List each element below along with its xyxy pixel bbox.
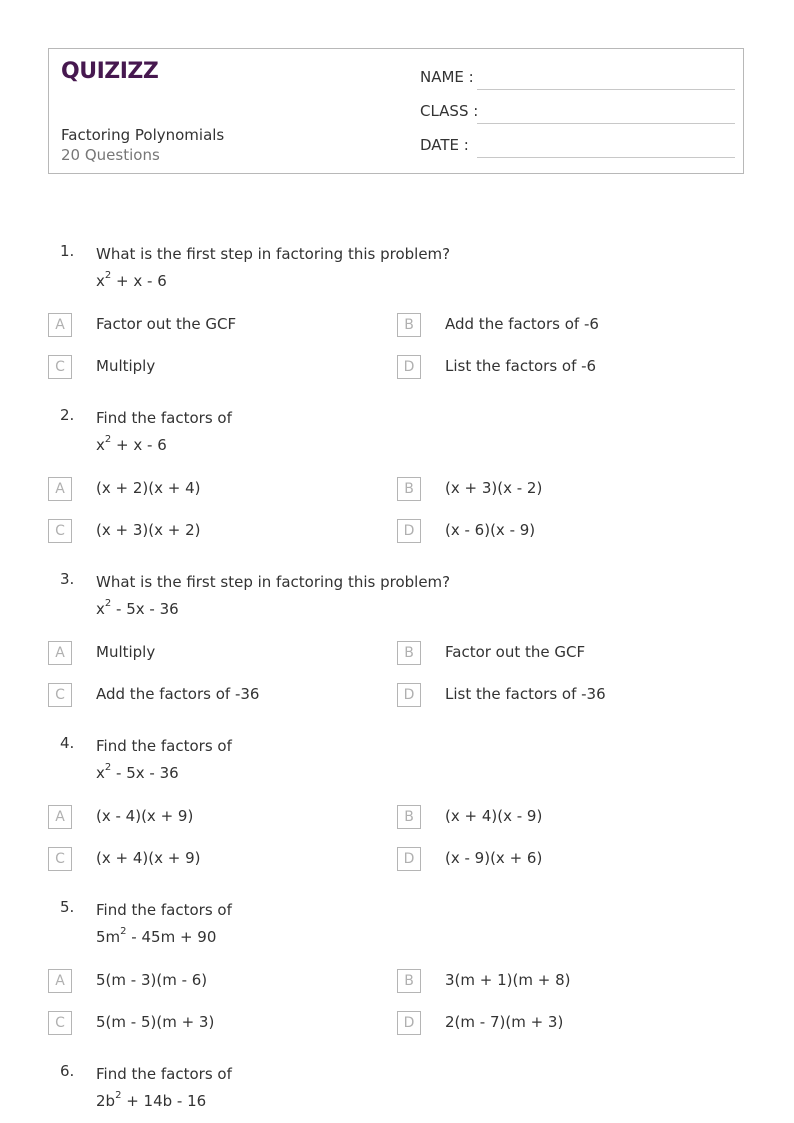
option-text: Add the factors of -36 — [96, 685, 260, 703]
date-blank-line — [477, 157, 735, 158]
option-c[interactable] — [48, 355, 378, 379]
option-letter-box: D — [397, 683, 421, 707]
option-letter-box: D — [397, 1011, 421, 1035]
question-expression — [96, 430, 232, 457]
option-c[interactable] — [48, 1011, 378, 1035]
question-number: 2. — [60, 406, 75, 424]
question-expression — [96, 266, 450, 293]
option-letter-box: A — [48, 641, 72, 665]
expression-exponent: 2 — [115, 1090, 122, 1101]
question-prompt: What is the first step in factoring this problem? — [96, 573, 451, 591]
option-text: (x + 2)(x + 4) — [96, 479, 201, 497]
class-label: CLASS : — [420, 102, 479, 120]
option-letter-box: A — [48, 313, 72, 337]
option-text: List the factors of -6 — [445, 357, 597, 375]
class-blank-line — [477, 123, 735, 124]
option-letter-box: A — [48, 477, 72, 501]
option-b[interactable] — [397, 477, 727, 501]
option-text: 3(m + 1)(m + 8) — [445, 971, 571, 989]
expression-exponent: 2 — [104, 762, 112, 773]
option-c[interactable] — [48, 847, 378, 871]
option-letter-box: D — [397, 519, 421, 543]
question-prompt: What is the first step in factoring this problem? — [96, 245, 451, 263]
question-prompt: Find the factors of — [96, 409, 232, 427]
option-a[interactable] — [48, 969, 378, 993]
option-letter-box: B — [397, 477, 421, 501]
expression-rest: + x - 6 — [111, 436, 167, 454]
expression-base: x — [96, 436, 105, 454]
expression-base: x — [96, 600, 105, 618]
option-text: Multiply — [96, 643, 156, 661]
option-text: 2(m - 7)(m + 3) — [445, 1013, 564, 1031]
expression-rest: - 45m + 90 — [126, 928, 217, 946]
option-d[interactable] — [397, 1011, 727, 1035]
option-b[interactable] — [397, 641, 727, 665]
option-letter-box: C — [48, 1011, 72, 1035]
expression-rest: + 14b - 16 — [121, 1092, 207, 1110]
question-number: 1. — [60, 242, 75, 260]
question-count: 20 Questions — [61, 146, 160, 164]
option-letter-box: C — [48, 519, 72, 543]
option-letter-box: B — [397, 969, 421, 993]
option-a[interactable] — [48, 477, 378, 501]
option-c[interactable] — [48, 683, 378, 707]
question-prompt: Find the factors of — [96, 901, 232, 919]
option-b[interactable] — [397, 805, 727, 829]
option-letter-box: C — [48, 355, 72, 379]
expression-base: 2b — [96, 1092, 116, 1110]
question-prompt: Find the factors of — [96, 1065, 232, 1083]
option-letter-box: B — [397, 313, 421, 337]
name-blank-line — [477, 89, 735, 90]
option-text: (x - 6)(x - 9) — [445, 521, 536, 539]
option-letter-box: A — [48, 969, 72, 993]
expression-rest: - 5x - 36 — [111, 764, 179, 782]
expression-base: 5m — [96, 928, 121, 946]
option-text: Factor out the GCF — [96, 315, 237, 333]
option-letter-box: C — [48, 683, 72, 707]
name-label: NAME : — [420, 68, 474, 86]
option-a[interactable] — [48, 805, 378, 829]
name-field — [420, 68, 735, 90]
expression-rest: - 5x - 36 — [111, 600, 179, 618]
option-d[interactable] — [397, 847, 727, 871]
expression-exponent: 2 — [104, 434, 112, 445]
option-text: (x - 4)(x + 9) — [96, 807, 194, 825]
expression-base: x — [96, 764, 105, 782]
class-field — [420, 102, 735, 124]
question-text — [96, 242, 450, 293]
option-text: (x + 4)(x - 9) — [445, 807, 543, 825]
question-expression — [96, 922, 232, 949]
option-b[interactable] — [397, 969, 727, 993]
option-text: Multiply — [96, 357, 156, 375]
worksheet-header — [48, 48, 744, 174]
option-text: 5(m - 5)(m + 3) — [96, 1013, 215, 1031]
question-text — [96, 406, 232, 457]
question-number: 4. — [60, 734, 75, 752]
question-number: 5. — [60, 898, 75, 916]
question-text — [96, 1062, 232, 1113]
option-b[interactable] — [397, 313, 727, 337]
expression-base: x — [96, 272, 105, 290]
question-expression — [96, 1086, 232, 1113]
option-text: List the factors of -36 — [445, 685, 606, 703]
expression-exponent: 2 — [104, 270, 112, 281]
option-text: Add the factors of -6 — [445, 315, 599, 333]
option-letter-box: C — [48, 847, 72, 871]
question-expression — [96, 594, 450, 621]
question-number: 3. — [60, 570, 75, 588]
date-label: DATE : — [420, 136, 469, 154]
date-field — [420, 136, 735, 158]
option-letter-box: D — [397, 355, 421, 379]
question-text — [96, 734, 232, 785]
option-d[interactable] — [397, 683, 727, 707]
option-letter-box: B — [397, 641, 421, 665]
quizizz-logo: QUIZIZZ — [61, 59, 159, 84]
expression-exponent: 2 — [120, 926, 127, 937]
question-prompt: Find the factors of — [96, 737, 232, 755]
option-text: Factor out the GCF — [445, 643, 586, 661]
option-d[interactable] — [397, 519, 727, 543]
option-text: 5(m - 3)(m - 6) — [96, 971, 208, 989]
option-c[interactable] — [48, 519, 378, 543]
option-text: (x + 3)(x + 2) — [96, 521, 201, 539]
option-text: (x + 4)(x + 9) — [96, 849, 201, 867]
question-text — [96, 898, 232, 949]
question-number: 6. — [60, 1062, 75, 1080]
expression-rest: + x - 6 — [111, 272, 167, 290]
expression-exponent: 2 — [104, 598, 112, 609]
option-text: (x + 3)(x - 2) — [445, 479, 543, 497]
option-letter-box: B — [397, 805, 421, 829]
option-d[interactable] — [397, 355, 727, 379]
option-a[interactable] — [48, 313, 378, 337]
option-letter-box: D — [397, 847, 421, 871]
option-a[interactable] — [48, 641, 378, 665]
option-text: (x - 9)(x + 6) — [445, 849, 543, 867]
question-text — [96, 570, 450, 621]
option-letter-box: A — [48, 805, 72, 829]
question-expression — [96, 758, 232, 785]
worksheet-title: Factoring Polynomials — [61, 126, 225, 144]
